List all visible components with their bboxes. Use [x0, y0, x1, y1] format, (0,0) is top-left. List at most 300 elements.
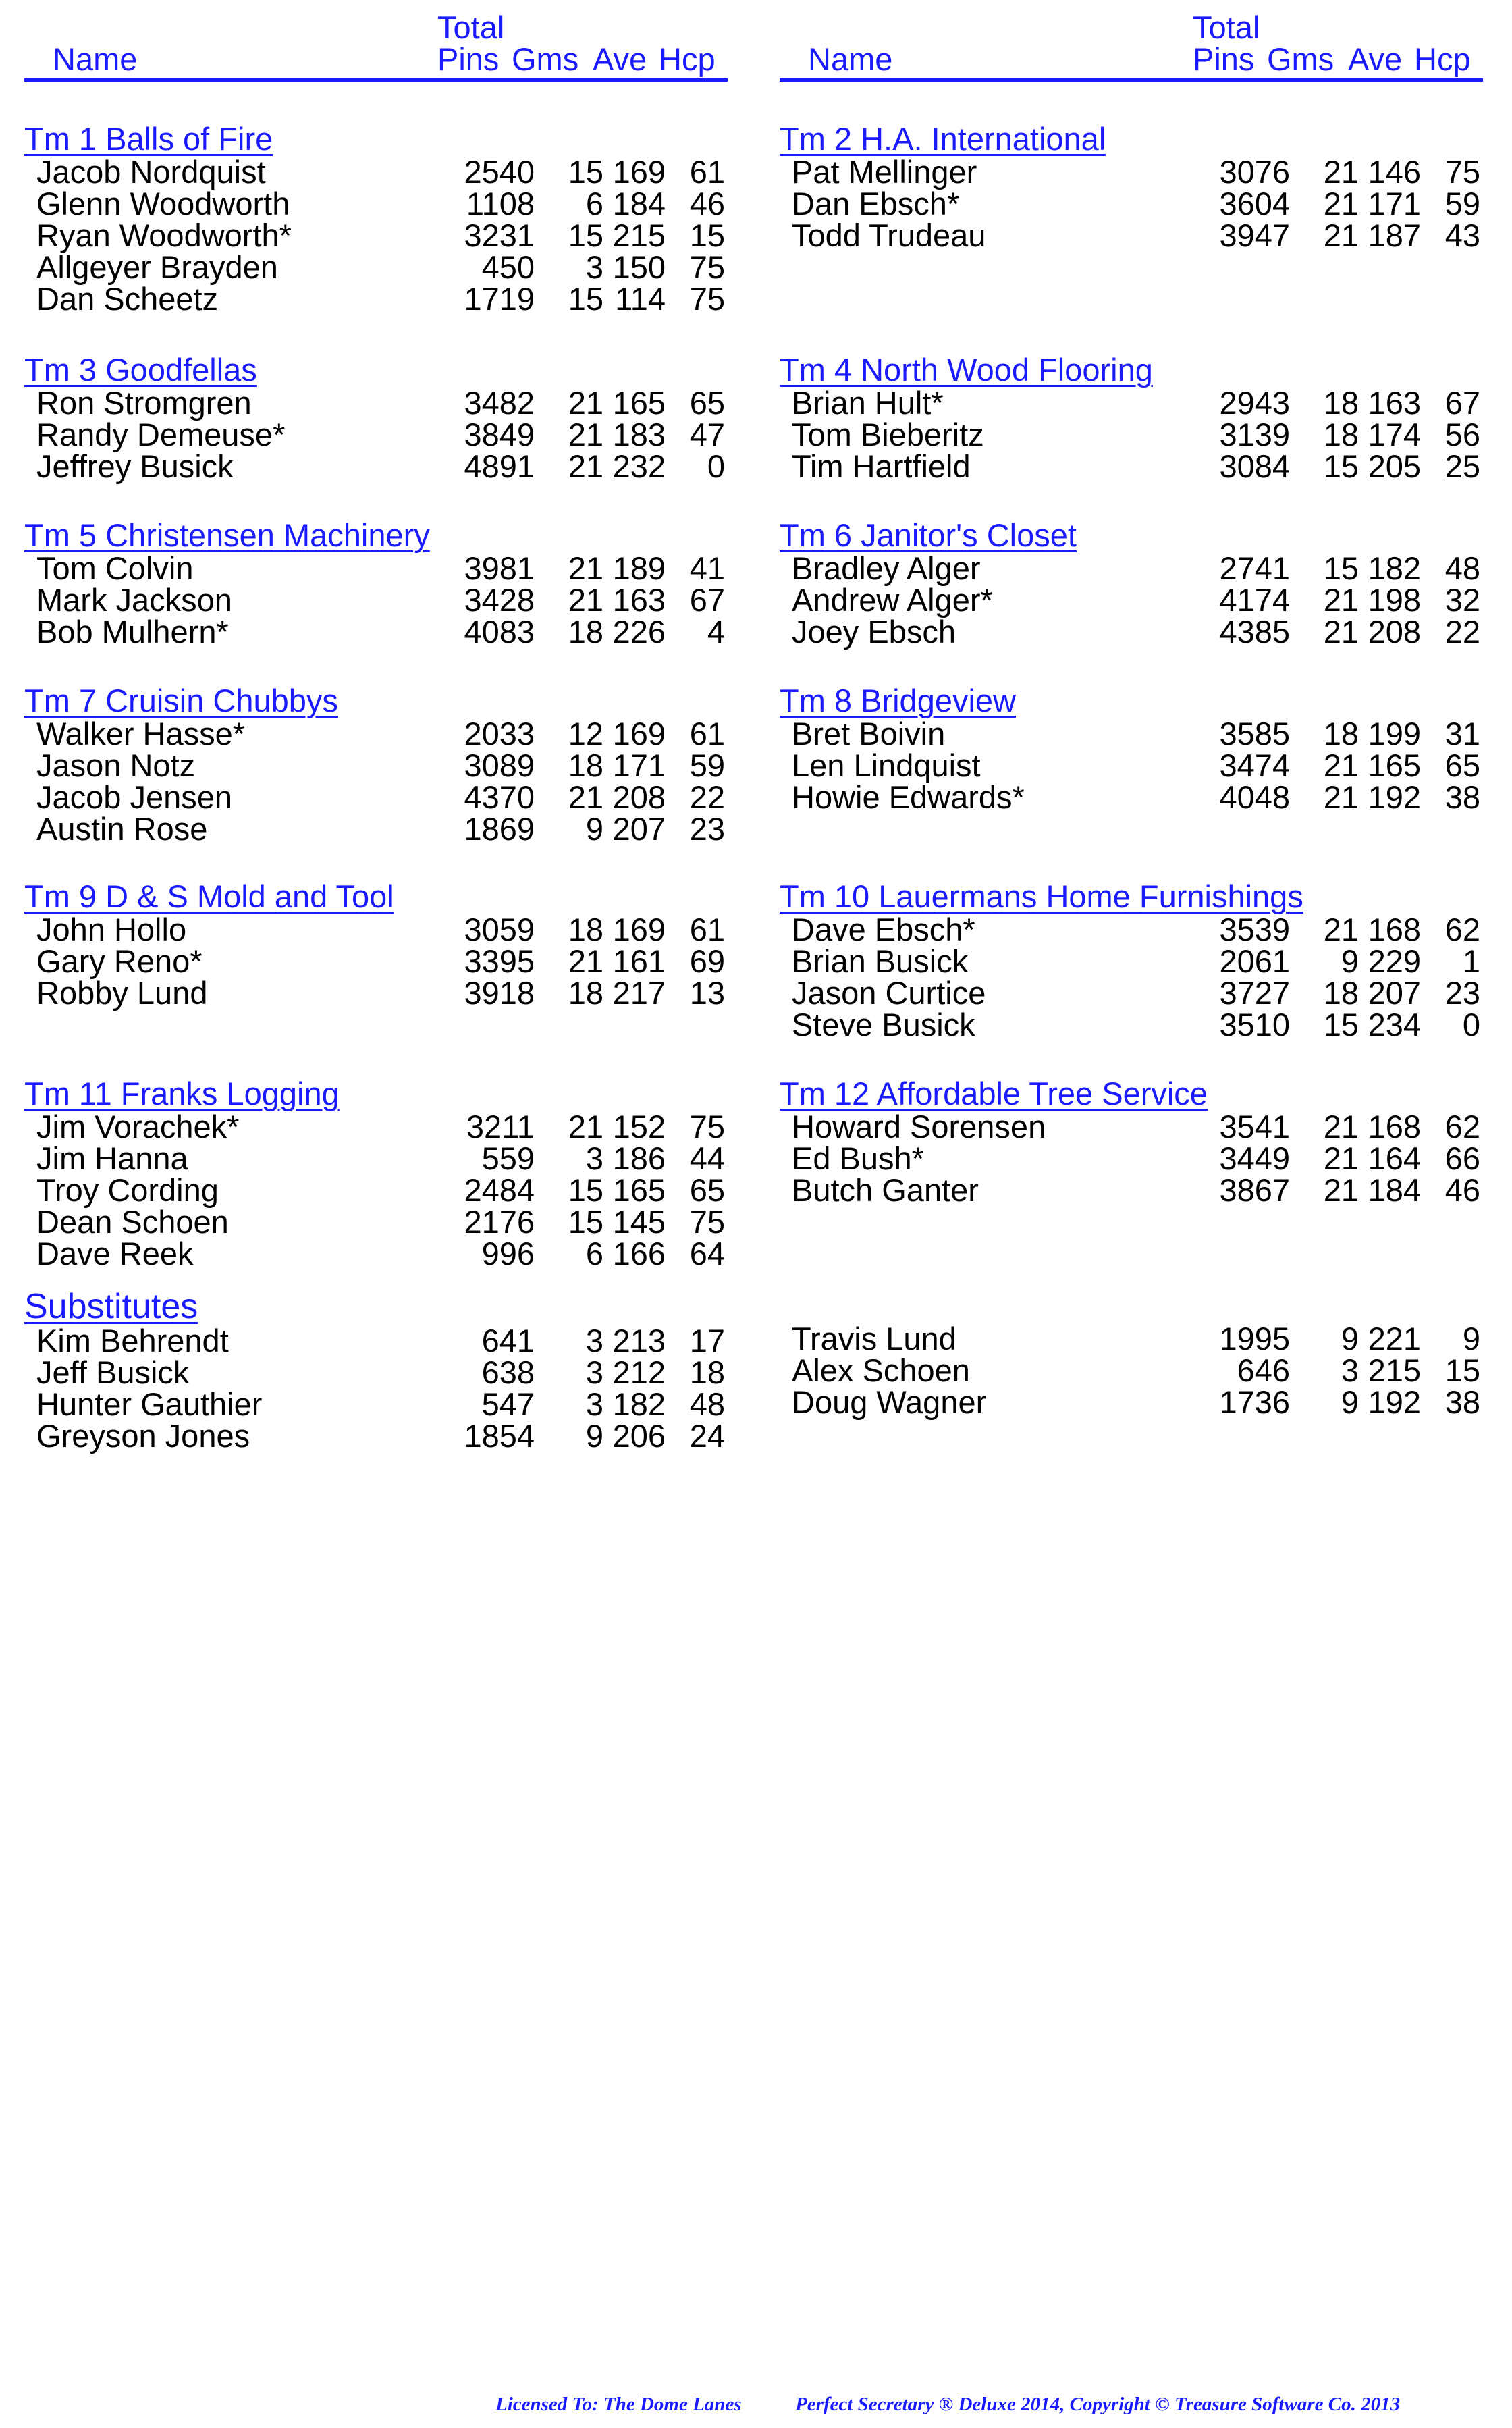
player-hcp: 15 — [689, 217, 725, 253]
player-name: Randy Demeuse* — [36, 417, 286, 452]
team-block — [24, 879, 753, 1009]
player-row — [24, 1356, 753, 1388]
player-row — [780, 1354, 1509, 1386]
player-gms: 18 — [568, 912, 603, 947]
player-row — [780, 584, 1509, 616]
player-ave: 221 — [1368, 1321, 1421, 1356]
team-block — [780, 1288, 1509, 1418]
player-pins: 3510 — [1219, 1007, 1290, 1043]
player-gms: 15 — [568, 1204, 603, 1240]
player-name: Dan Ebsch* — [792, 186, 960, 221]
player-name: Bret Boivin — [792, 716, 946, 751]
team-block — [24, 1288, 753, 1452]
player-name: Brian Hult* — [792, 385, 944, 421]
header-name: Name — [53, 41, 138, 77]
player-pins: 2484 — [464, 1172, 535, 1208]
player-gms: 12 — [568, 716, 603, 751]
player-ave: 192 — [1368, 1384, 1421, 1420]
player-hcp: 38 — [1444, 779, 1480, 815]
player-row — [24, 387, 753, 419]
player-ave: 169 — [612, 716, 666, 751]
player-hcp: 69 — [689, 943, 725, 979]
player-pins: 3474 — [1219, 747, 1290, 783]
player-gms: 3 — [585, 1354, 603, 1390]
player-row — [780, 977, 1509, 1009]
player-name: Howard Sorensen — [792, 1109, 1046, 1144]
player-pins: 3231 — [464, 217, 535, 253]
player-pins: 2540 — [464, 154, 535, 190]
player-hcp: 75 — [689, 1109, 725, 1144]
player-pins: 4891 — [464, 448, 535, 484]
player-row — [24, 616, 753, 648]
footer-copyright: Perfect Secretary ® Deluxe 2014, Copyright © Treasure Software Co. 2013 — [795, 2394, 1401, 2415]
player-name: Bradley Alger — [792, 550, 981, 586]
player-name: Ryan Woodworth* — [36, 217, 292, 253]
player-name: Alex Schoen — [792, 1352, 970, 1388]
player-gms: 3 — [585, 1386, 603, 1422]
player-name: Allgeyer Brayden — [36, 249, 278, 285]
left-column — [24, 0, 753, 1454]
player-name: Jeffrey Busick — [36, 448, 234, 484]
player-row — [24, 450, 753, 482]
player-name: Glenn Woodworth — [36, 186, 290, 221]
player-ave: 165 — [1368, 747, 1421, 783]
player-pins: 2061 — [1219, 943, 1290, 979]
player-hcp: 61 — [689, 154, 725, 190]
team-block — [780, 1076, 1509, 1206]
player-gms: 15 — [568, 281, 603, 317]
player-gms: 21 — [1323, 779, 1359, 815]
player-hcp: 48 — [1444, 550, 1480, 586]
player-name: Jacob Jensen — [36, 779, 233, 815]
player-hcp: 65 — [689, 385, 725, 421]
player-gms: 18 — [1323, 417, 1359, 452]
player-name: Austin Rose — [36, 811, 208, 847]
player-pins: 3947 — [1219, 217, 1290, 253]
player-gms: 15 — [1323, 1007, 1359, 1043]
team-name-link — [780, 1288, 1509, 1323]
player-gms: 18 — [1323, 975, 1359, 1011]
player-hcp: 46 — [1444, 1172, 1480, 1208]
player-row — [24, 945, 753, 977]
player-gms: 21 — [568, 582, 603, 618]
player-gms: 15 — [568, 1172, 603, 1208]
player-name: Joey Ebsch — [792, 614, 956, 650]
player-gms: 21 — [1323, 614, 1359, 650]
player-ave: 152 — [612, 1109, 666, 1144]
header-rule — [24, 78, 728, 82]
player-row — [780, 718, 1509, 749]
player-gms: 9 — [1341, 1321, 1359, 1356]
player-gms: 6 — [585, 186, 603, 221]
player-row — [24, 813, 753, 845]
player-ave: 207 — [612, 811, 666, 847]
player-name: Ron Stromgren — [36, 385, 252, 421]
player-name: Butch Ganter — [792, 1172, 979, 1208]
player-pins: 3395 — [464, 943, 535, 979]
player-row — [24, 749, 753, 781]
player-row — [24, 156, 753, 188]
player-gms: 18 — [1323, 385, 1359, 421]
player-name: Jason Notz — [36, 747, 196, 783]
player-row — [24, 1142, 753, 1174]
player-ave: 174 — [1368, 417, 1421, 452]
player-hcp: 61 — [689, 912, 725, 947]
player-row — [24, 419, 753, 450]
player-name: Hunter Gauthier — [36, 1386, 263, 1422]
player-hcp: 59 — [689, 747, 725, 783]
player-hcp: 0 — [707, 448, 725, 484]
footer-license: Licensed To: The Dome Lanes — [495, 2394, 742, 2415]
player-name: John Hollo — [36, 912, 187, 947]
player-ave: 215 — [612, 217, 666, 253]
player-ave: 208 — [612, 779, 666, 815]
team-name-link[interactable]: Tm 10 Lauermans Home Furnishings — [780, 878, 1303, 914]
player-pins: 547 — [481, 1386, 535, 1422]
player-ave: 208 — [1368, 614, 1421, 650]
player-gms: 21 — [1323, 154, 1359, 190]
player-gms: 18 — [568, 975, 603, 1011]
player-name: Jacob Nordquist — [36, 154, 266, 190]
player-row — [780, 219, 1509, 251]
player-row — [24, 914, 753, 945]
player-name: Todd Trudeau — [792, 217, 986, 253]
player-hcp: 56 — [1444, 417, 1480, 452]
player-ave: 215 — [1368, 1352, 1421, 1388]
player-pins: 2943 — [1219, 385, 1290, 421]
column-header — [24, 0, 753, 84]
player-hcp: 75 — [1444, 154, 1480, 190]
player-pins: 3139 — [1219, 417, 1290, 452]
player-pins: 3585 — [1219, 716, 1290, 751]
player-hcp: 23 — [1444, 975, 1480, 1011]
player-name: Mark Jackson — [36, 582, 232, 618]
player-name: Greyson Jones — [36, 1418, 250, 1454]
player-hcp: 22 — [689, 779, 725, 815]
player-ave: 207 — [1368, 975, 1421, 1011]
player-row — [780, 945, 1509, 977]
player-gms: 18 — [1323, 716, 1359, 751]
player-ave: 206 — [612, 1418, 666, 1454]
player-pins: 4048 — [1219, 779, 1290, 815]
player-hcp: 65 — [1444, 747, 1480, 783]
player-hcp: 62 — [1444, 1109, 1480, 1144]
player-pins: 2033 — [464, 716, 535, 751]
player-pins: 1736 — [1219, 1384, 1290, 1420]
player-row — [780, 616, 1509, 648]
player-ave: 145 — [612, 1204, 666, 1240]
player-pins: 3867 — [1219, 1172, 1290, 1208]
player-name: Andrew Alger* — [792, 582, 993, 618]
player-row — [780, 749, 1509, 781]
player-pins: 450 — [481, 249, 535, 285]
player-gms: 9 — [585, 1418, 603, 1454]
right-column — [780, 0, 1509, 1420]
player-ave: 199 — [1368, 716, 1421, 751]
player-gms: 15 — [568, 154, 603, 190]
player-hcp: 18 — [689, 1354, 725, 1390]
player-ave: 165 — [612, 1172, 666, 1208]
header-hcp: Hcp — [659, 41, 716, 77]
player-row — [24, 552, 753, 584]
player-row — [24, 219, 753, 251]
player-row — [24, 1388, 753, 1420]
player-hcp: 0 — [1462, 1007, 1480, 1043]
player-pins: 4370 — [464, 779, 535, 815]
player-ave: 171 — [1368, 186, 1421, 221]
player-gms: 21 — [1323, 1172, 1359, 1208]
player-ave: 187 — [1368, 217, 1421, 253]
player-ave: 166 — [612, 1236, 666, 1271]
player-name: Howie Edwards* — [792, 779, 1025, 815]
player-gms: 21 — [568, 1109, 603, 1144]
player-row — [780, 1323, 1509, 1354]
player-name: Doug Wagner — [792, 1384, 987, 1420]
player-pins: 1854 — [464, 1418, 535, 1454]
player-pins: 3449 — [1219, 1140, 1290, 1176]
player-pins: 3918 — [464, 975, 535, 1011]
player-ave: 171 — [612, 747, 666, 783]
player-pins: 4083 — [464, 614, 535, 650]
player-ave: 205 — [1368, 448, 1421, 484]
player-gms: 18 — [568, 747, 603, 783]
team-block — [24, 683, 753, 845]
player-hcp: 59 — [1444, 186, 1480, 221]
header-total: Total — [437, 9, 505, 45]
player-row — [780, 1174, 1509, 1206]
player-gms: 21 — [568, 943, 603, 979]
player-ave: 168 — [1368, 1109, 1421, 1144]
column-header — [780, 0, 1509, 84]
player-ave: 183 — [612, 417, 666, 452]
player-hcp: 15 — [1444, 1352, 1480, 1388]
player-hcp: 67 — [689, 582, 725, 618]
team-name-link[interactable]: Tm 5 Christensen Machinery — [24, 517, 430, 553]
player-gms: 9 — [585, 811, 603, 847]
team-name-link[interactable]: Tm 1 Balls of Fire — [24, 121, 273, 157]
player-hcp: 9 — [1462, 1321, 1480, 1356]
player-name: Tom Colvin — [36, 550, 194, 586]
player-name: Pat Mellinger — [792, 154, 977, 190]
header-name: Name — [808, 41, 893, 77]
player-hcp: 38 — [1444, 1384, 1480, 1420]
player-pins: 2176 — [464, 1204, 535, 1240]
player-pins: 3482 — [464, 385, 535, 421]
player-pins: 3727 — [1219, 975, 1290, 1011]
team-name-link[interactable]: Tm 9 D & S Mold and Tool — [24, 878, 394, 914]
player-name: Jason Curtice — [792, 975, 986, 1011]
player-hcp: 46 — [689, 186, 725, 221]
player-pins: 996 — [481, 1236, 535, 1271]
team-name-link[interactable]: Tm 6 Janitor's Closet — [780, 517, 1077, 553]
player-hcp: 22 — [1444, 614, 1480, 650]
player-name: Dave Ebsch* — [792, 912, 975, 947]
player-hcp: 44 — [689, 1140, 725, 1176]
player-ave: 165 — [612, 385, 666, 421]
team-name-link[interactable]: Tm 11 Franks Logging — [24, 1076, 340, 1111]
player-row — [780, 1111, 1509, 1142]
header-ave: Ave — [1348, 41, 1403, 77]
player-gms: 15 — [1323, 448, 1359, 484]
player-pins: 1995 — [1219, 1321, 1290, 1356]
player-pins: 1869 — [464, 811, 535, 847]
team-block — [24, 1076, 753, 1269]
team-name-link[interactable]: Tm 3 Goodfellas — [24, 352, 257, 388]
header-rule — [780, 78, 1483, 82]
player-row — [24, 781, 753, 813]
player-ave: 198 — [1368, 582, 1421, 618]
player-hcp: 31 — [1444, 716, 1480, 751]
player-row — [780, 781, 1509, 813]
player-ave: 229 — [1368, 943, 1421, 979]
player-ave: 114 — [615, 281, 666, 317]
player-gms: 21 — [1323, 186, 1359, 221]
player-name: Brian Busick — [792, 943, 969, 979]
player-name: Troy Cording — [36, 1172, 219, 1208]
player-pins: 3604 — [1219, 186, 1290, 221]
player-hcp: 32 — [1444, 582, 1480, 618]
player-gms: 9 — [1341, 1384, 1359, 1420]
player-row — [780, 188, 1509, 219]
player-row — [24, 283, 753, 315]
player-ave: 232 — [612, 448, 666, 484]
player-ave: 146 — [1368, 154, 1421, 190]
player-name: Jim Hanna — [36, 1140, 188, 1176]
player-hcp: 75 — [689, 249, 725, 285]
player-gms: 21 — [1323, 1109, 1359, 1144]
player-pins: 1719 — [464, 281, 535, 317]
player-name: Robby Lund — [36, 975, 208, 1011]
player-name: Jeff Busick — [36, 1354, 190, 1390]
player-name: Kim Behrendt — [36, 1323, 229, 1358]
player-name: Gary Reno* — [36, 943, 202, 979]
player-hcp: 25 — [1444, 448, 1480, 484]
player-ave: 186 — [612, 1140, 666, 1176]
player-hcp: 66 — [1444, 1140, 1480, 1176]
player-pins: 3541 — [1219, 1109, 1290, 1144]
player-name: Tim Hartfield — [792, 448, 971, 484]
player-gms: 18 — [568, 614, 603, 650]
player-gms: 21 — [1323, 912, 1359, 947]
player-gms: 21 — [568, 779, 603, 815]
header-gms: Gms — [1267, 41, 1334, 77]
team-block — [24, 352, 753, 482]
player-pins: 3089 — [464, 747, 535, 783]
team-block — [780, 878, 1509, 1043]
team-name-link[interactable]: Tm 12 Affordable Tree Service — [780, 1076, 1208, 1111]
player-hcp: 13 — [689, 975, 725, 1011]
player-ave: 217 — [612, 975, 666, 1011]
player-ave: 213 — [612, 1323, 666, 1358]
player-hcp: 75 — [689, 1204, 725, 1240]
player-hcp: 17 — [689, 1323, 725, 1358]
player-gms: 21 — [1323, 1140, 1359, 1176]
player-row — [24, 1420, 753, 1452]
player-name: Travis Lund — [792, 1321, 956, 1356]
player-name: Tom Bieberitz — [792, 417, 984, 452]
team-name-link[interactable]: Tm 4 North Wood Flooring — [780, 352, 1153, 388]
player-name: Dean Schoen — [36, 1204, 229, 1240]
player-gms: 6 — [585, 1236, 603, 1271]
player-pins: 4385 — [1219, 614, 1290, 650]
player-pins: 4174 — [1219, 582, 1290, 618]
player-ave: 169 — [612, 154, 666, 190]
player-row — [780, 419, 1509, 450]
team-name-link[interactable]: Tm 8 Bridgeview — [780, 683, 1016, 718]
player-pins: 646 — [1237, 1352, 1290, 1388]
player-ave: 212 — [612, 1354, 666, 1390]
player-gms: 3 — [585, 1140, 603, 1176]
player-row — [24, 1174, 753, 1206]
player-ave: 163 — [612, 582, 666, 618]
player-row — [24, 251, 753, 283]
player-ave: 163 — [1368, 385, 1421, 421]
player-gms: 3 — [585, 249, 603, 285]
player-gms: 3 — [1341, 1352, 1359, 1388]
player-hcp: 67 — [1444, 385, 1480, 421]
player-pins: 3539 — [1219, 912, 1290, 947]
player-gms: 15 — [1323, 550, 1359, 586]
header-hcp: Hcp — [1414, 41, 1471, 77]
player-ave: 189 — [612, 550, 666, 586]
player-ave: 169 — [612, 912, 666, 947]
player-name: Dave Reek — [36, 1236, 194, 1271]
player-pins: 3076 — [1219, 154, 1290, 190]
player-row — [24, 1325, 753, 1356]
header-gms: Gms — [512, 41, 579, 77]
player-gms: 21 — [1323, 582, 1359, 618]
player-ave: 168 — [1368, 912, 1421, 947]
player-hcp: 43 — [1444, 217, 1480, 253]
player-gms: 9 — [1341, 943, 1359, 979]
player-hcp: 23 — [689, 811, 725, 847]
player-hcp: 4 — [707, 614, 725, 650]
player-hcp: 61 — [689, 716, 725, 751]
player-row — [24, 718, 753, 749]
player-gms: 21 — [1323, 747, 1359, 783]
team-name-link[interactable]: Tm 2 H.A. International — [780, 121, 1106, 157]
team-name-link[interactable]: Tm 7 Cruisin Chubbys — [24, 683, 338, 718]
player-row — [24, 584, 753, 616]
player-pins: 638 — [481, 1354, 535, 1390]
player-hcp: 48 — [689, 1386, 725, 1422]
player-gms: 21 — [1323, 217, 1359, 253]
player-ave: 182 — [612, 1386, 666, 1422]
player-row — [24, 188, 753, 219]
header-ave: Ave — [593, 41, 647, 77]
player-hcp: 47 — [689, 417, 725, 452]
player-gms: 3 — [585, 1323, 603, 1358]
player-gms: 21 — [568, 448, 603, 484]
player-row — [24, 1238, 753, 1269]
player-name: Ed Bush* — [792, 1140, 924, 1176]
player-ave: 182 — [1368, 550, 1421, 586]
player-pins: 3211 — [466, 1109, 535, 1144]
player-row — [780, 914, 1509, 945]
player-row — [780, 1142, 1509, 1174]
player-row — [780, 387, 1509, 419]
team-block — [24, 518, 753, 648]
player-hcp: 65 — [689, 1172, 725, 1208]
team-block — [780, 683, 1509, 813]
player-row — [780, 156, 1509, 188]
player-gms: 21 — [568, 550, 603, 586]
substitutes-heading[interactable]: Substitutes — [24, 1287, 198, 1326]
player-pins: 641 — [481, 1323, 535, 1358]
player-name: Jim Vorachek* — [36, 1109, 240, 1144]
player-pins: 559 — [481, 1140, 535, 1176]
player-hcp: 64 — [689, 1236, 725, 1271]
